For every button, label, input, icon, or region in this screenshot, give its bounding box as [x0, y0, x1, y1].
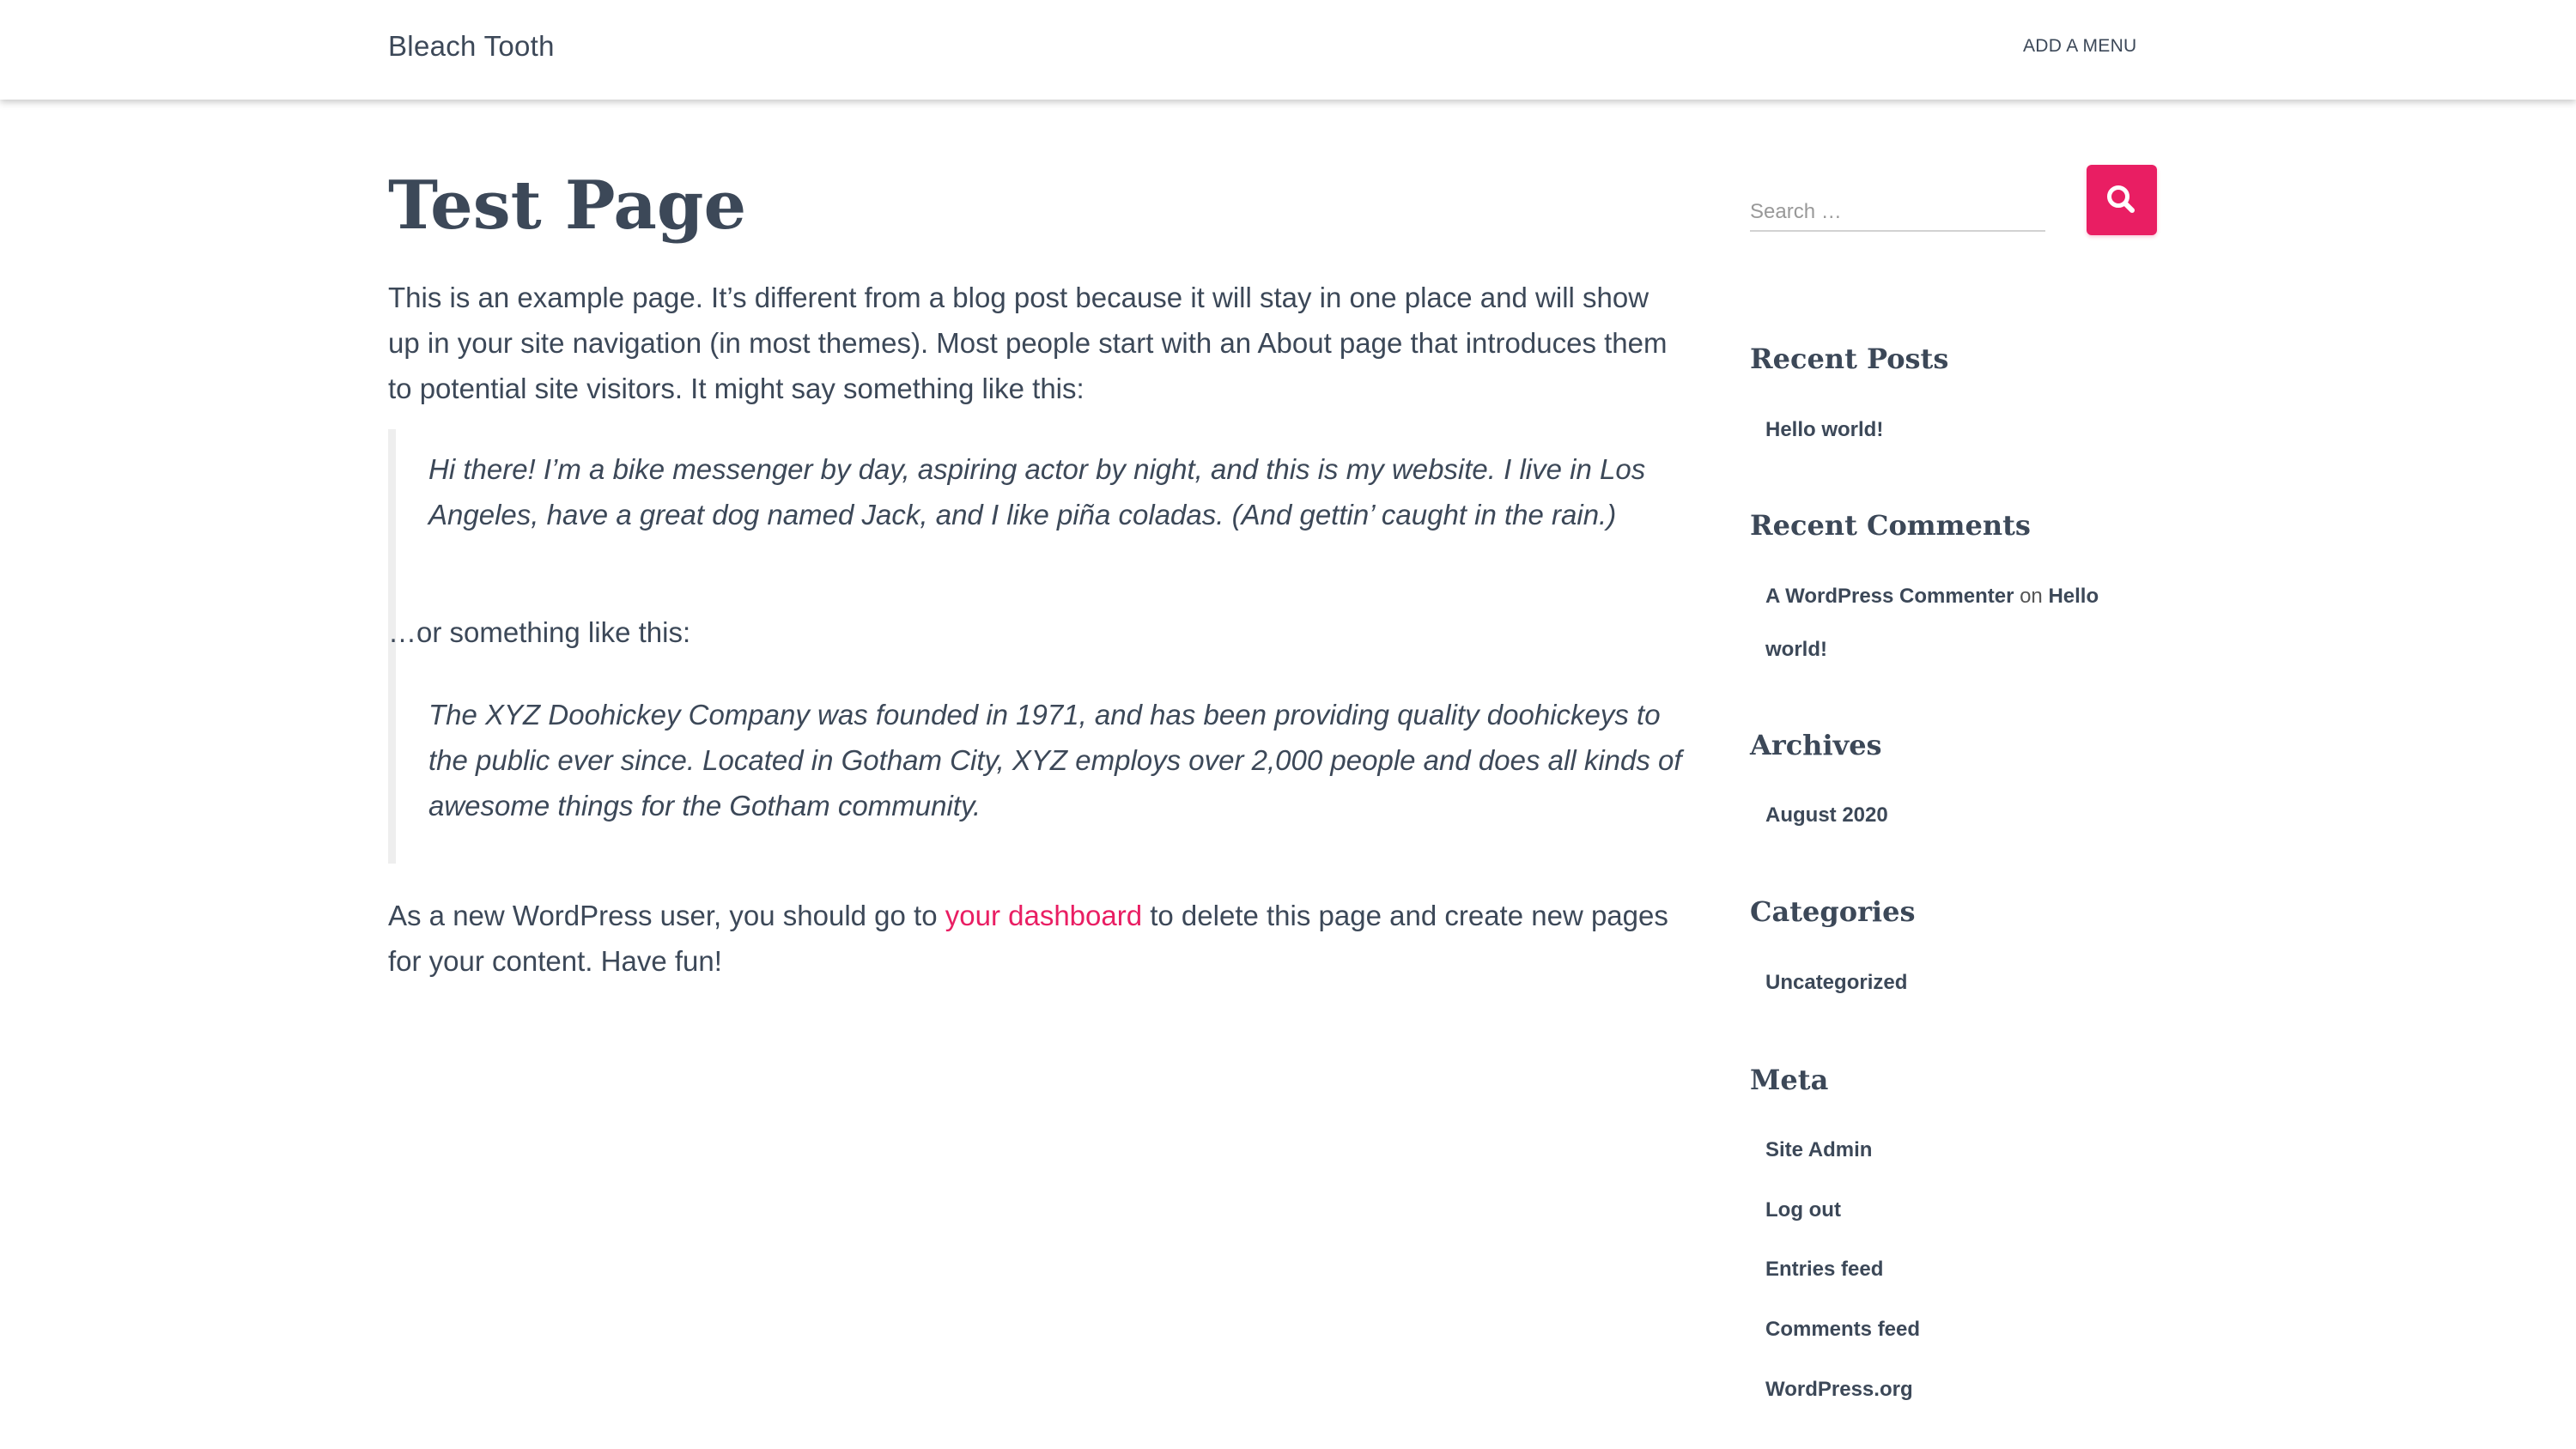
meta-site-admin-link[interactable]: Site Admin — [1765, 1138, 1873, 1161]
category-link[interactable]: Uncategorized — [1765, 971, 1908, 994]
meta-comments-feed-link[interactable]: Comments feed — [1765, 1318, 1921, 1341]
blockquote-text: Hi there! I’m a bike messenger by day, aspiring actor by night, and this is my website. I live in Los Angeles, have a great dog named Jack, and I like piña coladas. (And gettin’ caught in the rain.) — [428, 453, 1646, 530]
meta-log-out-link[interactable]: Log out — [1765, 1198, 1841, 1222]
blockquote-company — [388, 675, 1685, 864]
outro-text-after: to delete this page and create new pages for your content. Have fun! — [388, 900, 1668, 977]
search-icon — [2087, 165, 2157, 235]
search-form — [1750, 163, 2157, 240]
blockquote-text: The XYZ Doohickey Company was founded in 1971, and has been providing quality doohickeys to the public ever since. Located in Gotham City, XYZ employs over 2,000 people and does all kinds of awesome things for the Gotham community. — [428, 699, 1682, 822]
page-title: Test Page — [388, 167, 747, 245]
outro-text-before: As a new WordPress user, you should go to — [388, 900, 945, 931]
recent-post-link[interactable]: Hello world! — [1765, 418, 1884, 441]
search-input[interactable] — [1750, 194, 2045, 232]
transition-paragraph: …or something like this: — [388, 616, 691, 648]
blockquote-bike-messenger — [388, 429, 1685, 712]
meta-title: Meta — [1750, 1064, 1829, 1096]
add-menu-link[interactable]: ADD A MENU — [2023, 36, 2137, 56]
recent-comments-title: Recent Comments — [1750, 509, 2031, 542]
site-title-link[interactable]: Bleach Tooth — [388, 30, 555, 62]
categories-title: Categories — [1750, 895, 1916, 928]
dashboard-link[interactable]: your dashboard — [945, 900, 1143, 931]
recent-comment-item — [1765, 570, 2157, 676]
outro-paragraph — [388, 893, 1685, 984]
comment-post-link[interactable]: Hello world! — [1765, 585, 2099, 661]
comment-connector: on — [2020, 585, 2043, 608]
top-navbar — [0, 0, 2576, 100]
meta-entries-feed-link[interactable]: Entries feed — [1765, 1258, 1884, 1281]
intro-paragraph: This is an example page. It’s different from a blog post because it will stay in one place and will show up in your site navigation (in most themes). Most people start with an About page that introduces them to potential site visitors. It might say something like this: — [388, 282, 1668, 404]
search-button[interactable] — [2087, 165, 2157, 235]
archive-link[interactable]: August 2020 — [1765, 803, 1888, 827]
comment-author-link[interactable]: A WordPress Commenter — [1765, 585, 2014, 608]
meta-wordpress-org-link[interactable]: WordPress.org — [1765, 1378, 1913, 1401]
archives-title: Archives — [1750, 729, 1882, 761]
recent-posts-title: Recent Posts — [1750, 343, 1949, 375]
